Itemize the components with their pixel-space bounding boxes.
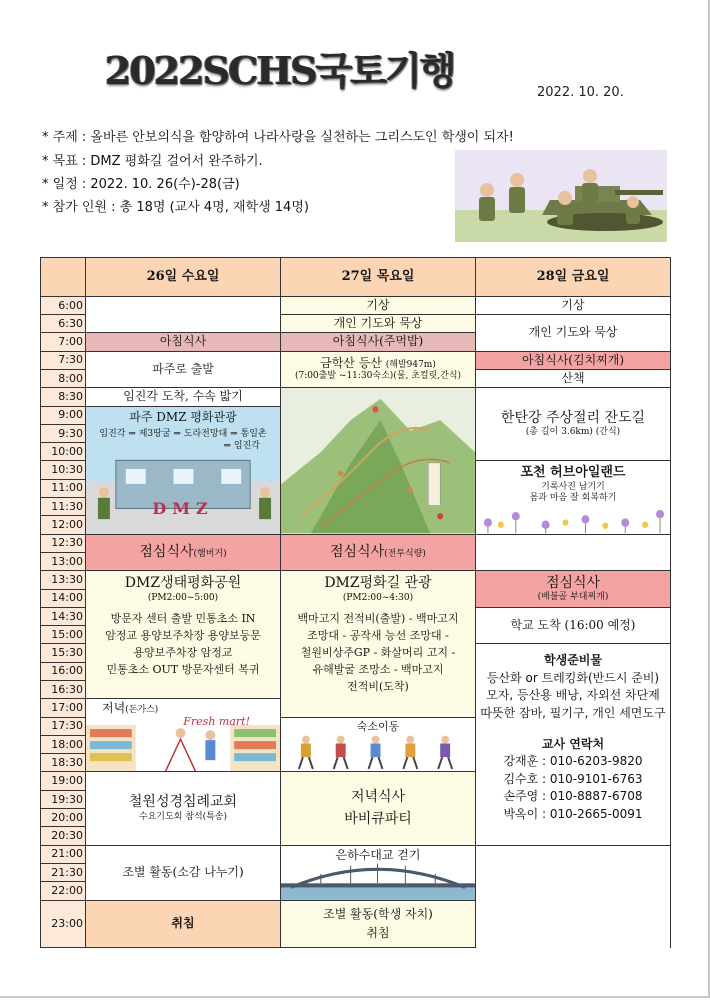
time-slot: 12:00 [41,516,86,534]
info-participants: * 참가 인원 : 총 18명 (교사 4명, 재학생 14명) [42,200,309,215]
wed-imjingak: 임진각 도착, 수속 밟기 [86,388,281,406]
schedule-table [40,257,671,948]
thu-hike-map [281,388,476,534]
wed-dmz-route2: ⇒ 임진각 [223,440,260,451]
time-slot: 18:30 [41,754,86,772]
wed-park-title: DMZ생태평화공원 [124,575,242,592]
mountain-map-illustration [281,388,475,533]
fri-herb-l2: 몸과 마음 잘 회복하기 [529,493,617,504]
thu-prayer: 개인 기도와 묵상 [281,315,476,333]
fri-school: 학교 도착 (16:00 예정) [476,607,671,644]
time-slot: 14:00 [41,589,86,607]
thu-walk-time: (PM2:00~4:30) [342,592,414,603]
thu-lunch [281,534,476,571]
time-slot: 13:30 [41,571,86,589]
fri-lunch-label: 점심식사 [545,574,601,591]
info-theme: * 주제 : 올바른 안보의식을 함양하여 나라사랑을 실천하는 그리스도인 학생이 되자! [42,130,514,145]
time-slot: 7:30 [41,351,86,369]
time-slot: 13:00 [41,552,86,570]
document-date: 2022. 10. 20. [537,85,624,100]
time-slot: 20:30 [41,827,86,845]
time-slot: 19:00 [41,772,86,790]
wed-dinner-note: (돈가스) [125,705,159,716]
wed-park-line: 용양보주차장 암정교 [133,646,233,660]
thu-bbq: 바비큐파티 [344,810,412,827]
time-slot: 10:00 [41,443,86,461]
time-slot: 8:30 [41,388,86,406]
time-slot: 19:30 [41,790,86,808]
time-slot: 6:00 [41,296,86,314]
time-slot: 17:00 [41,699,86,717]
fri-prep-line: 따뜻한 잠바, 필기구, 개인 세면도구 [480,705,666,720]
fri-contact-title: 교사 연락처 [541,736,605,751]
fri-prayer: 개인 기도와 묵상 [476,315,671,352]
thu-move: 숙소이동 [356,719,400,733]
time-slot: 16:00 [41,662,86,680]
soldiers-tank-illustration [455,150,667,242]
wed-dinner: 저녁 [102,701,126,716]
time-slot: 12:30 [41,534,86,552]
fri-contact: 강재훈 : 010-6203-9820 [503,754,643,769]
fri-breakfast: 아침식사(김치찌개) [476,351,671,369]
time-slot: 21:30 [41,863,86,881]
wed-park-cell [86,571,281,699]
thu-hike-time: (7:00출발 ~11:30숙소)(물, 초컬릿,간식) [294,371,462,382]
day-header-fri: 28일 금요일 [476,258,671,297]
wed-dmz-title: 파주 DMZ 평화관광 [129,409,237,424]
fri-prep-line: 모자, 등산용 배낭, 자외선 차단제 [486,688,660,703]
time-slot: 15:30 [41,644,86,662]
wed-breakfast: 아침식사 [86,333,281,351]
thu-hike-title: 금학산 등산 [320,356,382,371]
wed-dinner-cell [86,699,281,772]
wed-church-cell [86,772,281,845]
fri-prep-line: 등산화 or 트레킹화(반드시 준비) [486,670,660,685]
time-slot: 15:00 [41,626,86,644]
thu-lunch-note: (전투식량) [384,548,426,559]
thu-bridge-cell [281,845,476,900]
fri-info-cell [476,644,671,845]
time-slot: 11:30 [41,498,86,516]
time-slot: 8:00 [41,369,86,387]
fri-herb-l1: 기록사진 남기기 [541,482,605,493]
wed-park-time: (PM2:00~5:00) [147,592,219,603]
thu-wake: 기상 [281,296,476,314]
thu-dinner-cell [281,772,476,845]
wed-dmz-sign: DMZ [152,498,214,518]
time-slot: 20:00 [41,809,86,827]
thu-walk-line: 유해발굴 조망소 - 백마고지 [312,663,444,677]
fri-herb-cell [476,461,671,534]
thu-sleep: 취침 [366,925,390,940]
header-corner [41,258,86,297]
wed-dmz-route1: 임진각 ⇒ 제3땅굴 ⇒ 도라전망대 ⇒ 통일촌 [99,428,267,439]
wed-church-note: 수요기도회 참석(특송) [138,811,228,822]
thu-walk-line: 조망대 - 공작새 능선 조망대 - [307,629,449,642]
wed-lunch [86,534,281,571]
fri-hantan-note: (총 길이 3.6km) (간식) [525,427,621,438]
time-slot: 14:30 [41,607,86,625]
thu-walk-line: 백마고지 전적비(출발) - 백마고지 [297,611,459,625]
fri-hantan: 한탄강 주상절리 잔도길 [500,409,646,426]
fri-lunch [476,571,671,608]
fri-hantan-cell [476,388,671,461]
fri-contact: 박옥이 : 010-2665-0091 [503,806,643,821]
day-header-wed: 26일 수요일 [86,258,281,297]
time-slot: 22:00 [41,882,86,900]
time-slot: 16:30 [41,680,86,698]
thu-dinner: 저녁식사 [350,789,406,806]
wed-park-line: 암정교 용양보주차장 용양보둥문 [105,629,261,642]
fri-contact: 손주영 : 010-8887-6708 [503,789,643,804]
wed-church: 철원성경침례교회 [128,794,238,811]
wed-dmz-tour [86,406,281,534]
thu-walk-line: 철원비상주GP - 화살머리 고지 - [300,646,456,660]
wed-group: 조별 활동(소감 나누기) [86,845,281,900]
thu-hike-info [281,351,476,388]
time-slot: 17:30 [41,717,86,735]
fri-walk: 산책 [476,369,671,387]
thu-walk-cell [281,571,476,717]
time-slot: 21:00 [41,845,86,863]
thu-walk-title: DMZ평화길 관광 [324,575,432,592]
thu-hike-height: (해발947m) [385,360,436,371]
day-header-thu: 27일 목요일 [281,258,476,297]
page-title: 2022SCHS국토기행 [105,48,455,93]
thu-walk-line: 전적비(도착) [347,680,409,694]
time-slot: 9:30 [41,424,86,442]
thu-bridge: 은하수대교 걷기 [335,847,421,862]
time-slot: 6:30 [41,315,86,333]
wed-depart: 파주로 출발 [86,351,281,388]
time-slot: 11:00 [41,479,86,497]
time-slot: 9:00 [41,406,86,424]
thu-breakfast: 아침식사(주먹밥) [281,333,476,351]
fri-lunch-note: (배불골 부대찌개) [537,592,609,603]
wed-sleep: 취침 [86,900,281,947]
wed-park-line: 민통초소 OUT 방문자센터 복귀 [106,663,260,677]
wed-dinner-label-wrap [86,701,280,716]
info-goal: * 목표 : DMZ 평화길 걸어서 완주하기. [42,154,263,169]
fri-herb: 포천 허브아일랜드 [520,465,626,481]
wed-lunch-label: 점심식사 [139,543,194,560]
wed-empty-morning [86,296,281,333]
thu-lunch-label: 점심식사 [330,543,385,560]
fri-wake: 기상 [476,296,671,314]
wed-lunch-note: (햄버거) [193,548,227,559]
time-slot: 23:00 [41,900,86,947]
wed-fresh-sign: Fresh mart! [183,715,250,729]
info-schedule: * 일정 : 2022. 10. 26(수)-28(금) [42,177,240,192]
thu-night-cell [281,900,476,947]
time-slot: 10:30 [41,461,86,479]
thu-move-cell [281,717,476,772]
fri-flowers-cont [476,534,671,571]
thu-group: 조별 활동(학생 자치) [323,906,433,921]
fri-contact: 김수호 : 010-9101-6763 [503,771,643,786]
wed-park-line: 방문자 센터 출발 민통초소 IN [110,611,256,625]
fri-prep-title: 학생준비물 [544,653,602,668]
time-slot: 18:00 [41,735,86,753]
time-slot: 7:00 [41,333,86,351]
